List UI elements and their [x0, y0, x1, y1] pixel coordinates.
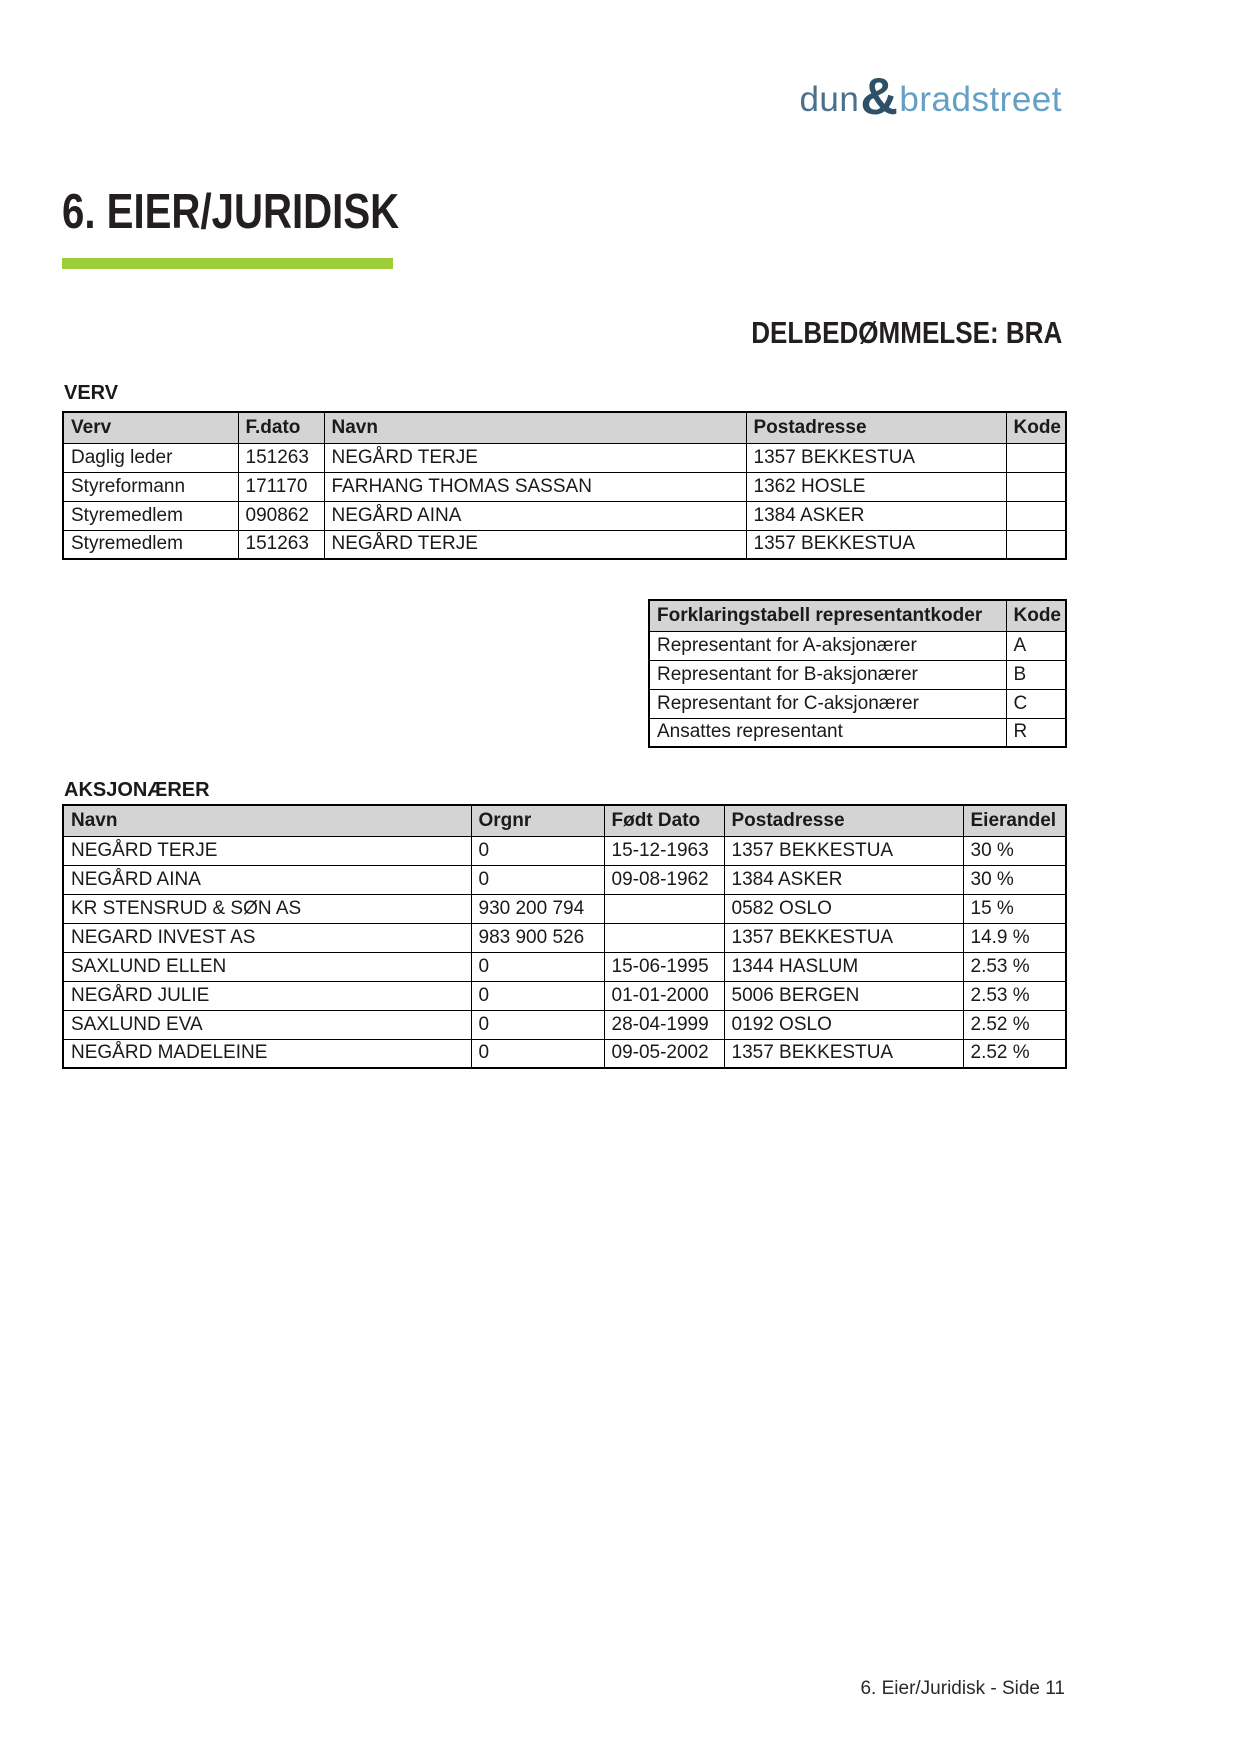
cell-postadresse: 1357 BEKKESTUA [724, 1039, 963, 1068]
cell-beskrivelse: Representant for A-aksjonærer [649, 631, 1006, 660]
cell-kode [1006, 530, 1066, 559]
aksjonaerer-row [63, 952, 1066, 981]
cell-eierandel: 2.53 % [963, 952, 1066, 981]
aksjonaerer-row [63, 981, 1066, 1010]
cell-verv: Styreformann [63, 472, 238, 501]
cell-orgnr: 0 [471, 865, 604, 894]
cell-orgnr: 0 [471, 1010, 604, 1039]
cell-postadresse: 5006 BERGEN [724, 981, 963, 1010]
aksjonaerer-header-row [63, 805, 1066, 836]
cell-kode: C [1006, 689, 1066, 718]
verv-row [63, 501, 1066, 530]
cell-fdato: 151263 [238, 443, 324, 472]
cell-kode: R [1006, 718, 1066, 747]
cell-postadresse: 1384 ASKER [724, 865, 963, 894]
cell-fodtdato [604, 894, 724, 923]
cell-eierandel: 2.53 % [963, 981, 1066, 1010]
forklaring-row [649, 631, 1066, 660]
cell-verv: Daglig leder [63, 443, 238, 472]
cell-navn: SAXLUND ELLEN [63, 952, 471, 981]
cell-kode [1006, 472, 1066, 501]
aksj-header-fodtdato: Født Dato [604, 805, 724, 836]
aksjonaerer-row [63, 923, 1066, 952]
verv-header-verv: Verv [63, 412, 238, 443]
cell-navn: SAXLUND EVA [63, 1010, 471, 1039]
cell-verv: Styremedlem [63, 501, 238, 530]
sub-assessment-heading: DELBEDØMMELSE: BRA [750, 315, 1062, 350]
cell-kode: A [1006, 631, 1066, 660]
cell-navn: NEGÅRD AINA [63, 865, 471, 894]
cell-postadresse: 1357 BEKKESTUA [746, 443, 1006, 472]
dun-bradstreet-logo [799, 68, 1062, 126]
forklaring-row [649, 718, 1066, 747]
title-underline [62, 258, 393, 269]
cell-beskrivelse: Representant for B-aksjonærer [649, 660, 1006, 689]
cell-postadresse: 0582 OSLO [724, 894, 963, 923]
cell-beskrivelse: Representant for C-aksjonærer [649, 689, 1006, 718]
cell-fdato: 090862 [238, 501, 324, 530]
logo-text-bradstreet: bradstreet [899, 80, 1062, 119]
cell-navn: NEGÅRD JULIE [63, 981, 471, 1010]
verv-header-postadresse: Postadresse [746, 412, 1006, 443]
cell-navn: FARHANG THOMAS SASSAN [324, 472, 746, 501]
cell-kode [1006, 501, 1066, 530]
aksjonaerer-row [63, 836, 1066, 865]
forklaring-header-row [649, 600, 1066, 631]
logo-ampersand-icon: & [860, 68, 899, 126]
aksjonaerer-table [62, 804, 1067, 1069]
cell-postadresse: 0192 OSLO [724, 1010, 963, 1039]
forklaring-row [649, 660, 1066, 689]
aksj-header-eierandel: Eierandel [963, 805, 1066, 836]
cell-eierandel: 30 % [963, 836, 1066, 865]
cell-kode [1006, 443, 1066, 472]
cell-fdato: 151263 [238, 530, 324, 559]
aksjonaerer-row [63, 1010, 1066, 1039]
footer-page-label: 6. Eier/Juridisk - Side 11 [860, 1678, 1065, 1699]
aksj-header-postadresse: Postadresse [724, 805, 963, 836]
cell-verv: Styremedlem [63, 530, 238, 559]
page-title: 6. EIER/JURIDISK [62, 185, 400, 239]
cell-orgnr: 0 [471, 836, 604, 865]
verv-row [63, 530, 1066, 559]
cell-postadresse: 1357 BEKKESTUA [724, 923, 963, 952]
cell-kode: B [1006, 660, 1066, 689]
verv-section-label: VERV [64, 382, 119, 404]
representantkoder-table [648, 599, 1067, 748]
cell-postadresse: 1362 HOSLE [746, 472, 1006, 501]
aksjonaerer-row [63, 1039, 1066, 1068]
verv-row [63, 472, 1066, 501]
cell-postadresse: 1357 BEKKESTUA [746, 530, 1006, 559]
aksjonaerer-row [63, 894, 1066, 923]
cell-beskrivelse: Ansattes representant [649, 718, 1006, 747]
aksjonaerer-row [63, 865, 1066, 894]
cell-navn: NEGÅRD TERJE [324, 530, 746, 559]
cell-postadresse: 1357 BEKKESTUA [724, 836, 963, 865]
cell-navn: NEGÅRD TERJE [324, 443, 746, 472]
verv-row [63, 443, 1066, 472]
cell-navn: NEGÅRD TERJE [63, 836, 471, 865]
verv-header-kode: Kode [1006, 412, 1066, 443]
verv-table [62, 411, 1067, 560]
cell-fodtdato: 15-06-1995 [604, 952, 724, 981]
cell-orgnr: 0 [471, 952, 604, 981]
cell-fodtdato: 09-08-1962 [604, 865, 724, 894]
cell-navn: KR STENSRUD & SØN AS [63, 894, 471, 923]
aksjonaerer-section-label: AKSJONÆRER [64, 779, 210, 801]
forklaring-row [649, 689, 1066, 718]
logo-text-dun: dun [799, 80, 860, 119]
verv-header-row [63, 412, 1066, 443]
cell-navn: NEGÅRD AINA [324, 501, 746, 530]
verv-header-navn: Navn [324, 412, 746, 443]
forklaring-header-label: Forklaringstabell representantkoder [649, 600, 1006, 631]
cell-eierandel: 2.52 % [963, 1039, 1066, 1068]
cell-postadresse: 1384 ASKER [746, 501, 1006, 530]
cell-orgnr: 0 [471, 981, 604, 1010]
aksj-header-orgnr: Orgnr [471, 805, 604, 836]
cell-orgnr: 930 200 794 [471, 894, 604, 923]
verv-header-fdato: F.dato [238, 412, 324, 443]
cell-fodtdato: 15-12-1963 [604, 836, 724, 865]
aksj-header-navn: Navn [63, 805, 471, 836]
forklaring-header-kode: Kode [1006, 600, 1066, 631]
cell-fodtdato: 09-05-2002 [604, 1039, 724, 1068]
cell-fodtdato [604, 923, 724, 952]
cell-fodtdato: 01-01-2000 [604, 981, 724, 1010]
cell-fdato: 171170 [238, 472, 324, 501]
cell-orgnr: 983 900 526 [471, 923, 604, 952]
cell-eierandel: 2.52 % [963, 1010, 1066, 1039]
cell-eierandel: 30 % [963, 865, 1066, 894]
cell-eierandel: 14.9 % [963, 923, 1066, 952]
cell-navn: NEGARD INVEST AS [63, 923, 471, 952]
cell-postadresse: 1344 HASLUM [724, 952, 963, 981]
cell-eierandel: 15 % [963, 894, 1066, 923]
cell-navn: NEGÅRD MADELEINE [63, 1039, 471, 1068]
cell-fodtdato: 28-04-1999 [604, 1010, 724, 1039]
cell-orgnr: 0 [471, 1039, 604, 1068]
